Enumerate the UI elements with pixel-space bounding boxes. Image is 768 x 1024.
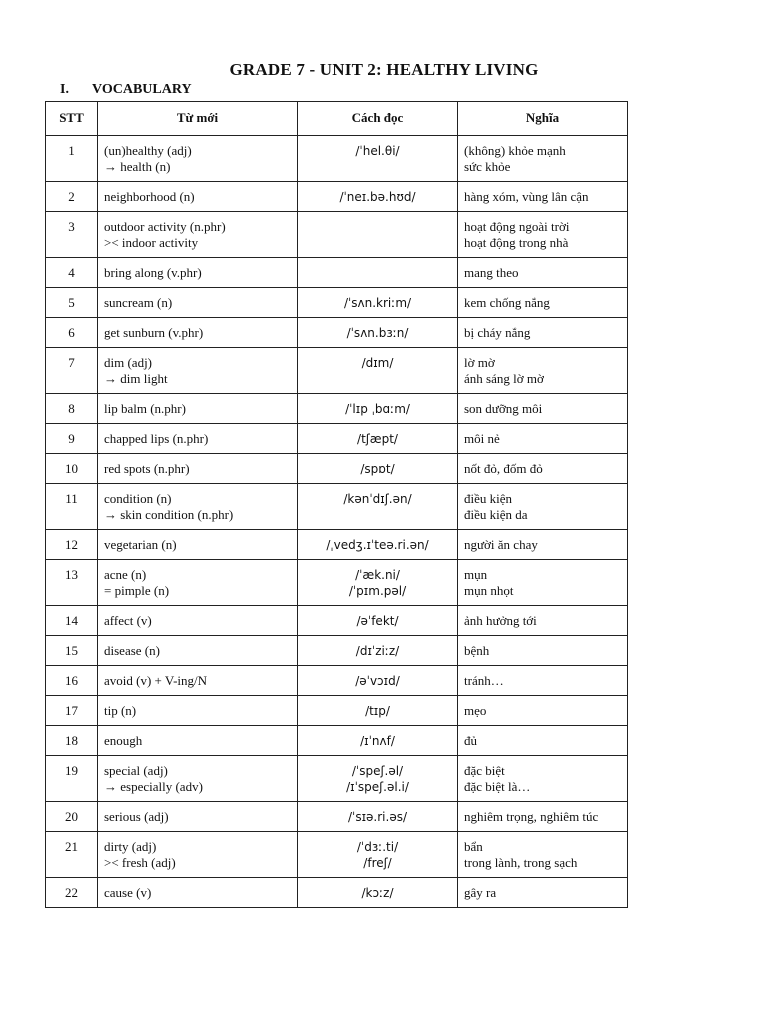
meaning-line: ảnh hưởng tới (464, 613, 537, 628)
word-line: enough (104, 733, 143, 748)
meaning-line: bẩn (464, 839, 483, 854)
row-number: 1 (46, 136, 98, 182)
pronunciation-line: /ˈlɪp ˌbɑːm/ (345, 402, 410, 416)
pron-cell (298, 288, 458, 318)
word-cell (98, 696, 298, 726)
table-row (46, 802, 628, 832)
word-cell (98, 318, 298, 348)
row-number: 7 (46, 348, 98, 394)
table-row (46, 394, 628, 424)
word-line: condition (n) (104, 491, 172, 506)
row-number: 9 (46, 424, 98, 454)
row-number: 18 (46, 726, 98, 756)
pronunciation-line: /ˈneɪ.bə.hʊd/ (339, 190, 416, 204)
word-cell (98, 756, 298, 802)
word-cell (98, 212, 298, 258)
pronunciation-line: /kɔːz/ (361, 886, 394, 900)
pron-cell (298, 136, 458, 182)
meaning-line: môi nẻ (464, 431, 500, 446)
meaning-line: trong lành, trong sạch (464, 855, 578, 870)
pronunciation-line: /ɪˈnʌf/ (360, 734, 395, 748)
pronunciation-line: /ˈhel.θi/ (355, 144, 400, 158)
row-number: 19 (46, 756, 98, 802)
word-cell (98, 560, 298, 606)
meaning-line: hàng xóm, vùng lân cận (464, 189, 589, 204)
meaning-line: (không) khỏe mạnh (464, 143, 566, 158)
meaning-cell (458, 424, 628, 454)
meaning-line: hoạt động ngoài trời (464, 219, 570, 234)
pron-cell (298, 530, 458, 560)
word-cell (98, 258, 298, 288)
meaning-cell (458, 484, 628, 530)
word-line: >< indoor activity (104, 235, 199, 250)
meaning-line: đặc biệt (464, 763, 505, 778)
meaning-cell (458, 560, 628, 606)
word-line: → health (n) (104, 159, 171, 174)
pron-cell (298, 756, 458, 802)
row-number: 10 (46, 454, 98, 484)
pron-cell (298, 182, 458, 212)
word-cell (98, 832, 298, 878)
meaning-cell (458, 878, 628, 908)
word-line: (un)healthy (adj) (104, 143, 192, 158)
pron-cell (298, 726, 458, 756)
row-number: 11 (46, 484, 98, 530)
meaning-line: ánh sáng lờ mờ (464, 371, 544, 386)
word-cell (98, 606, 298, 636)
meaning-cell (458, 756, 628, 802)
row-number: 21 (46, 832, 98, 878)
pronunciation-line: /əˈvɔɪd/ (355, 674, 400, 688)
word-line: >< fresh (adj) (104, 855, 176, 870)
word-line: outdoor activity (n.phr) (104, 219, 226, 234)
meaning-cell (458, 182, 628, 212)
pronunciation-line: /ˈsʌn.bɜːn/ (346, 326, 409, 340)
table-row (46, 318, 628, 348)
table-row (46, 606, 628, 636)
table-row (46, 530, 628, 560)
meaning-line: tránh… (464, 673, 504, 688)
table-row (46, 136, 628, 182)
meaning-line: bệnh (464, 643, 490, 658)
word-line: vegetarian (n) (104, 537, 177, 552)
meaning-line: gây ra (464, 885, 497, 900)
meaning-cell (458, 394, 628, 424)
word-cell (98, 182, 298, 212)
vocabulary-table (45, 101, 628, 908)
table-row (46, 666, 628, 696)
word-line: → dim light (104, 371, 168, 386)
pronunciation-line: /əˈfekt/ (356, 614, 399, 628)
word-cell (98, 636, 298, 666)
table-row (46, 560, 628, 606)
word-line: avoid (v) + V-ing/N (104, 673, 208, 688)
meaning-line: người ăn chay (464, 537, 538, 552)
meaning-cell (458, 636, 628, 666)
row-number: 5 (46, 288, 98, 318)
meaning-line: son dưỡng môi (464, 401, 543, 416)
row-number: 3 (46, 212, 98, 258)
word-line: special (adj) (104, 763, 168, 778)
pronunciation-line: /ˈsʌn.kriːm/ (343, 296, 412, 310)
pronunciation-line: /ˌvedʒ.ɪˈteə.ri.ən/ (326, 538, 429, 552)
table-row (46, 696, 628, 726)
table-row (46, 756, 628, 802)
row-number: 17 (46, 696, 98, 726)
pron-cell (298, 424, 458, 454)
pron-cell (298, 606, 458, 636)
header-stt: STT (46, 102, 98, 136)
pron-cell (298, 212, 458, 258)
pron-cell (298, 832, 458, 878)
word-cell (98, 424, 298, 454)
word-cell (98, 288, 298, 318)
table-header-row (46, 102, 628, 136)
meaning-cell (458, 348, 628, 394)
meaning-line: kem chống nắng (464, 295, 550, 310)
meaning-line: mẹo (464, 703, 487, 718)
page-title: GRADE 7 - UNIT 2: HEALTHY LIVING (229, 60, 539, 79)
pronunciation-line: /spɒt/ (360, 462, 395, 476)
row-number: 2 (46, 182, 98, 212)
word-line: disease (n) (104, 643, 160, 658)
pron-cell (298, 666, 458, 696)
row-number: 12 (46, 530, 98, 560)
header-meaning: Nghĩa (458, 102, 628, 136)
meaning-line: hoạt động trong nhà (464, 235, 569, 250)
table-row (46, 212, 628, 258)
word-cell (98, 454, 298, 484)
pron-cell (298, 454, 458, 484)
meaning-cell (458, 802, 628, 832)
pronunciation-line: /ˈspeʃ.əl/ (351, 764, 404, 778)
word-cell (98, 136, 298, 182)
meaning-line: nghiêm trọng, nghiêm túc (464, 809, 599, 824)
pron-cell (298, 560, 458, 606)
pron-cell (298, 878, 458, 908)
word-line: → skin condition (n.phr) (104, 507, 234, 522)
section-heading (60, 82, 192, 98)
pronunciation-line: /dɪm/ (361, 356, 394, 370)
word-line: lip balm (n.phr) (104, 401, 186, 416)
word-line: neighborhood (n) (104, 189, 195, 204)
pronunciation-line: /tʃæpt/ (357, 432, 398, 446)
row-number: 14 (46, 606, 98, 636)
row-number: 22 (46, 878, 98, 908)
word-line: red spots (n.phr) (104, 461, 190, 476)
word-line: chapped lips (n.phr) (104, 431, 209, 446)
pronunciation-line: /ɪˈspeʃ.əl.i/ (346, 780, 409, 794)
word-cell (98, 484, 298, 530)
meaning-cell (458, 726, 628, 756)
word-line: bring along (v.phr) (104, 265, 202, 280)
meaning-line: lờ mờ (464, 355, 495, 370)
meaning-cell (458, 454, 628, 484)
meaning-line: đặc biệt là… (464, 779, 531, 794)
pronunciation-line: /freʃ/ (363, 856, 392, 870)
pronunciation-line: /ˈæk.ni/ (355, 568, 400, 582)
word-cell (98, 878, 298, 908)
pronunciation-line: /kənˈdɪʃ.ən/ (343, 492, 412, 506)
pronunciation-line: /dɪˈziːz/ (355, 644, 400, 658)
word-line: tip (n) (104, 703, 137, 718)
table-row (46, 636, 628, 666)
word-line: get sunburn (v.phr) (104, 325, 204, 340)
meaning-cell (458, 606, 628, 636)
pron-cell (298, 348, 458, 394)
row-number: 20 (46, 802, 98, 832)
row-number: 8 (46, 394, 98, 424)
table-row (46, 726, 628, 756)
meaning-line: mang theo (464, 265, 519, 280)
word-cell (98, 530, 298, 560)
word-line: cause (v) (104, 885, 152, 900)
meaning-cell (458, 288, 628, 318)
pron-cell (298, 802, 458, 832)
word-line: acne (n) (104, 567, 147, 582)
table-row (46, 182, 628, 212)
meaning-cell (458, 136, 628, 182)
meaning-line: mụn (464, 567, 488, 582)
meaning-cell (458, 258, 628, 288)
row-number: 15 (46, 636, 98, 666)
table-row (46, 484, 628, 530)
meaning-cell (458, 212, 628, 258)
row-number: 6 (46, 318, 98, 348)
table-row (46, 288, 628, 318)
meaning-cell (458, 318, 628, 348)
word-line: suncream (n) (104, 295, 173, 310)
row-number: 4 (46, 258, 98, 288)
table-row (46, 424, 628, 454)
pron-cell (298, 696, 458, 726)
meaning-line: điều kiện (464, 491, 513, 506)
word-line: affect (v) (104, 613, 152, 628)
meaning-line: nốt đỏ, đốm đỏ (464, 461, 543, 476)
pron-cell (298, 636, 458, 666)
word-cell (98, 802, 298, 832)
word-cell (98, 348, 298, 394)
word-line: → especially (adv) (104, 779, 203, 794)
meaning-line: điều kiện da (464, 507, 528, 522)
table-body (46, 136, 628, 908)
word-line: = pimple (n) (104, 583, 170, 598)
word-line: dirty (adj) (104, 839, 157, 854)
header-pronunciation: Cách đọc (298, 102, 458, 136)
word-cell (98, 394, 298, 424)
table-row (46, 258, 628, 288)
meaning-line: bị cháy nắng (464, 325, 531, 340)
meaning-line: sức khỏe (464, 159, 511, 174)
table-row (46, 878, 628, 908)
word-line: serious (adj) (104, 809, 169, 824)
pron-cell (298, 484, 458, 530)
meaning-line: mụn nhọt (464, 583, 514, 598)
pronunciation-line: /ˈsɪə.ri.əs/ (347, 810, 407, 824)
header-word: Từ mới (98, 102, 298, 136)
pron-cell (298, 258, 458, 288)
section-label: VOCABULARY (92, 82, 192, 97)
meaning-cell (458, 666, 628, 696)
row-number: 13 (46, 560, 98, 606)
pron-cell (298, 394, 458, 424)
section-number: I. (60, 82, 69, 97)
meaning-cell (458, 832, 628, 878)
pron-cell (298, 318, 458, 348)
pronunciation-line: /ˈdɜː.ti/ (356, 840, 399, 854)
word-cell (98, 666, 298, 696)
word-line: dim (adj) (104, 355, 153, 370)
pronunciation-line: /ˈpɪm.pəl/ (348, 584, 407, 598)
meaning-cell (458, 696, 628, 726)
table-row (46, 832, 628, 878)
word-cell (98, 726, 298, 756)
table-row (46, 454, 628, 484)
meaning-line: đủ (464, 733, 477, 748)
pronunciation-line: /tɪp/ (365, 704, 390, 718)
table-row (46, 348, 628, 394)
meaning-cell (458, 530, 628, 560)
row-number: 16 (46, 666, 98, 696)
